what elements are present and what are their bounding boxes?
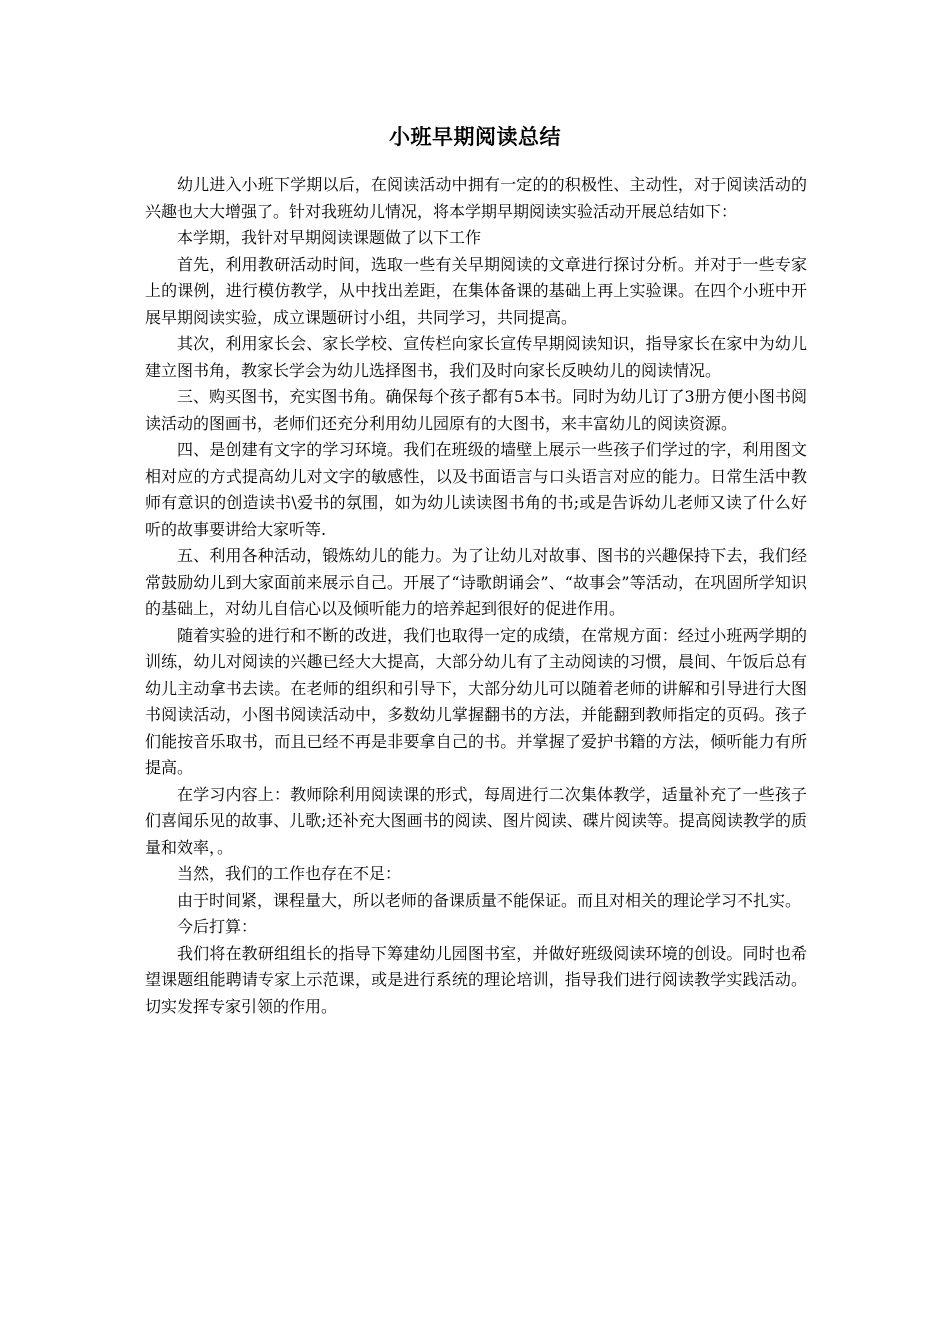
paragraph-work-heading: 本学期，我针对早期阅读课题做了以下工作 (177, 228, 482, 247)
paragraph-fourth: 四、是创建有文字的学习环境。我们在班级的墙壁上展示一些孩子们学过的字，利用图文相对应的方式提高幼儿对文字的敏感性，以及书面语言与口头语言对应的能力。日常生活中教师有意识的创造读书\爱书的氛围，如为幼儿读读图书角的书;或是告诉幼儿老师又读了什么好听的故事要讲给大家听等. (145, 440, 807, 539)
paragraph-plans: 我们将在教研组组长的指导下筹建幼儿园图书室，并做好班级阅读环境的创设。同时也希望课题组能聘请专家上示范课，或是进行系统的理论培训，指导我们进行阅读教学实践活动。切实发挥专家引领的作用。 (145, 943, 807, 1016)
paragraph-third: 三、购买图书，充实图书角。确保每个孩子都有5本书。同时为幼儿订了3册方便小图书阅读活动的图画书，老师们还充分利用幼儿园原有的大图书，来丰富幼儿的阅读资源。 (145, 387, 807, 433)
paragraph-shortcomings: 由于时间紧，课程量大，所以老师的备课质量不能保证。而且对相关的理论学习不扎实。 (177, 890, 802, 910)
paragraph-second: 其次，利用家长会、家长学校、宣传栏向家长宣传早期阅读知识，指导家长在家中为幼儿建立图书角，教家长学会为幼儿选择图书，我们及时向家长反映幼儿的阅读情况。 (145, 334, 807, 380)
paragraph-intro: 幼儿进入小班下学期以后，在阅读活动中拥有一定的的积极性、主动性，对于阅读活动的兴趣也大大增强了。针对我班幼儿情况，将本学期早期阅读实验活动开展总结如下： (145, 175, 807, 221)
paragraph-fifth: 五、利用各种活动，锻炼幼儿的能力。为了让幼儿对故事、图书的兴趣保持下去，我们经常鼓励幼儿到大家面前来展示自己。开展了“诗歌朗诵会”、“故事会”等活动，在巩固所学知识的基础上，对幼儿自信心以及倾听能力的培养起到很好的促进作用。 (145, 546, 807, 618)
paragraph-first: 首先，利用教研活动时间，选取一些有关早期阅读的文章进行探讨分析。并对于一些专家上的课例，进行模仿教学，从中找出差距，在集体备课的基础上再上实验课。在四个小班中开展早期阅读实验，成立课题研讨小组，共同学习，共同提高。 (145, 254, 807, 327)
paragraph-results: 随着实验的进行和不断的改进，我们也取得一定的成绩，在常规方面：经过小班两学期的训练，幼儿对阅读的兴趣已经大大提高，大部分幼儿有了主动阅读的习惯，晨间、午饭后总有幼儿主动拿书去读。在老师的组织和引导下，大部分幼儿可以随着老师的讲解和引导进行大图书阅读活动，小图书阅读活动中，多数幼儿掌握翻书的方法，并能翻到教师指定的页码。孩子们能按音乐取书，而且已经不再是非要拿自己的书。并掌握了爱护书籍的方法，倾听能力有所提高。 (145, 625, 807, 777)
document-body (145, 172, 807, 1020)
paragraph-plans-heading: 今后打算： (177, 917, 258, 936)
paragraph-content: 在学习内容上：教师除利用阅读课的形式，每周进行二次集体教学，适量补充了一些孩子们喜闻乐见的故事、儿歌;还补充大图画书的阅读、图片阅读、碟片阅读等。提高阅读教学的质量和效率，。 (145, 784, 807, 857)
document-title: 小班早期阅读总结 (389, 125, 561, 149)
paragraph-shortcomings-heading: 当然，我们的工作也存在不足： (177, 864, 402, 883)
